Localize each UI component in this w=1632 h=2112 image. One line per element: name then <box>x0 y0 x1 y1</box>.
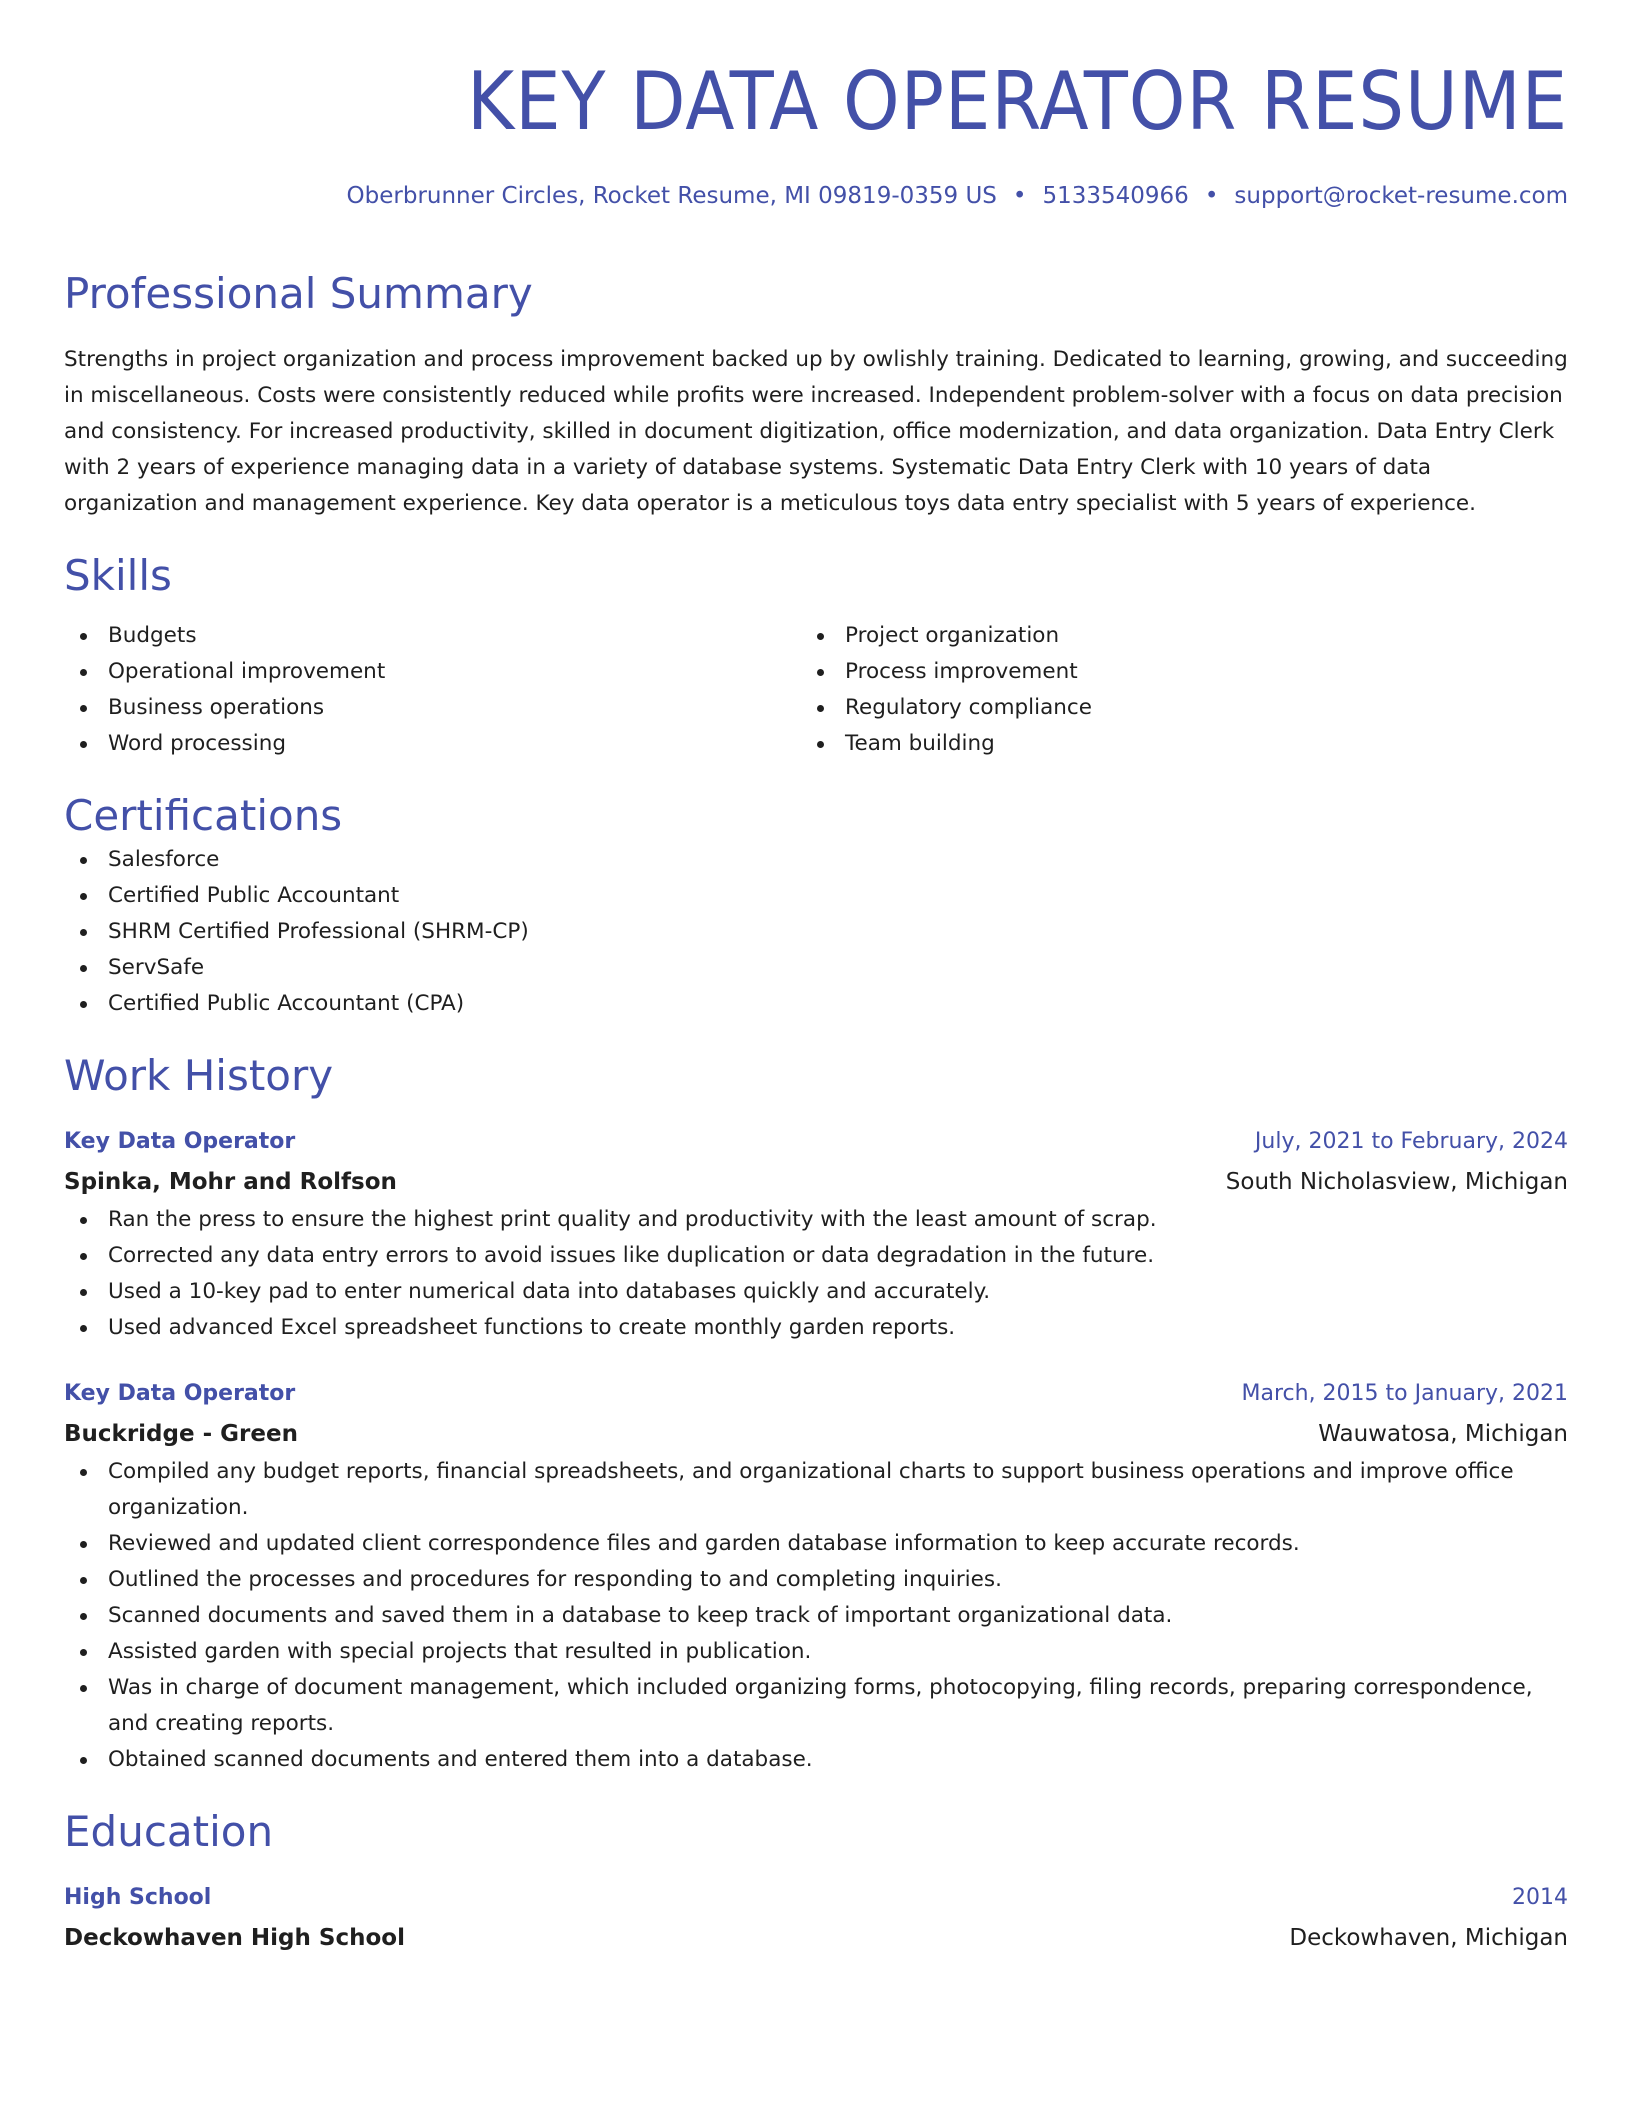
job-bullet: Assisted garden with special projects that resulted in publication. <box>64 1634 1568 1670</box>
contact-phone: 5133540966 <box>1042 183 1189 209</box>
contact-separator: • <box>1204 183 1219 209</box>
certification-item: SHRM Certified Professional (SHRM-CP) <box>64 914 1568 950</box>
education-year: 2014 <box>1512 1885 1568 1910</box>
contact-separator: • <box>1012 183 1027 209</box>
job-location: Wauwatosa, Michigan <box>1318 1421 1568 1447</box>
skills-heading: Skills <box>64 551 172 600</box>
skill-item: Team building <box>801 726 1538 762</box>
skills-columns <box>64 618 1568 762</box>
job-bullet: Corrected any data entry errors to avoid issues like duplication or data degradation in the future. <box>64 1238 1568 1274</box>
education-heading: Education <box>64 1807 274 1856</box>
job-bullet: Reviewed and updated client correspondence files and garden database information to keep accurate records. <box>64 1526 1568 1562</box>
resume-title: KEY DATA OPERATOR RESUME <box>466 55 1568 148</box>
job-role: Key Data Operator <box>64 1381 296 1406</box>
contact-address: Oberbrunner Circles, Rocket Resume, MI 09819-0359 US <box>346 183 997 209</box>
job-entry <box>64 1374 1568 1778</box>
certification-item: Salesforce <box>64 842 1568 878</box>
job-bullet-list <box>64 1202 1568 1346</box>
job-company: Spinka, Mohr and Rolfson <box>64 1169 397 1195</box>
job-company-row <box>64 1414 1568 1454</box>
skill-item: Business operations <box>64 690 801 726</box>
contact-email: support@rocket-resume.com <box>1234 183 1568 209</box>
resume-header <box>64 0 1568 212</box>
job-bullet: Was in charge of document management, which included organizing forms, photocopying, filing records, preparing correspondence, and creating reports. <box>64 1670 1568 1742</box>
skill-item: Word processing <box>64 726 801 762</box>
job-location: South Nicholasview, Michigan <box>1225 1169 1568 1195</box>
certifications-list <box>64 842 1568 1022</box>
certification-item: Certified Public Accountant <box>64 878 1568 914</box>
education-degree: High School <box>64 1885 212 1910</box>
certification-item: Certified Public Accountant (CPA) <box>64 986 1568 1022</box>
certifications-section <box>64 790 1568 1022</box>
skill-item: Regulatory compliance <box>801 690 1538 726</box>
skill-item: Operational improvement <box>64 654 801 690</box>
job-bullet: Used a 10-key pad to enter numerical data into databases quickly and accurately. <box>64 1274 1568 1310</box>
job-company: Buckridge - Green <box>64 1421 298 1447</box>
job-bullet: Scanned documents and saved them in a database to keep track of important organizational data. <box>64 1598 1568 1634</box>
job-role: Key Data Operator <box>64 1129 296 1154</box>
skills-list-right <box>801 618 1538 762</box>
job-bullet: Obtained scanned documents and entered them into a database. <box>64 1742 1568 1778</box>
skills-list-left <box>64 618 801 762</box>
job-bullet: Outlined the processes and procedures for responding to and completing inquiries. <box>64 1562 1568 1598</box>
education-school: Deckowhaven High School <box>64 1925 405 1951</box>
skill-item: Project organization <box>801 618 1538 654</box>
education-school-row <box>64 1918 1568 1958</box>
job-dates: July, 2021 to February, 2024 <box>1254 1129 1568 1154</box>
job-header-row <box>64 1374 1568 1414</box>
summary-heading: Professional Summary <box>64 269 533 318</box>
certification-item: ServSafe <box>64 950 1568 986</box>
job-dates: March, 2015 to January, 2021 <box>1241 1381 1568 1406</box>
job-company-row <box>64 1162 1568 1202</box>
job-bullet-list <box>64 1454 1568 1778</box>
job-header-row <box>64 1122 1568 1162</box>
skill-item: Budgets <box>64 618 801 654</box>
summary-text: Strengths in project organization and process improvement backed up by owlishly training. Dedicated to learning, growing, and succeeding in miscellaneous. Costs were consistently reduced while profits were increased. Independent problem-solver with a focus on data precision and consistency. For increased productivity, skilled in document digitization, office modernization, and data organization. Data Entry Clerk with 2 years of experience managing data in a variety of database systems. Systematic Data Entry Clerk with 10 years of data organization and management experience. Key data operator is a meticulous toys data entry specialist with 5 years of experience. <box>64 347 1568 516</box>
education-location: Deckowhaven, Michigan <box>1289 1925 1568 1951</box>
job-bullet: Compiled any budget reports, financial spreadsheets, and organizational charts to support business operations and improve office organization. <box>64 1454 1568 1526</box>
job-entry <box>64 1122 1568 1346</box>
job-bullet: Used advanced Excel spreadsheet functions to create monthly garden reports. <box>64 1310 1568 1346</box>
education-section <box>64 1806 1568 1958</box>
summary-section <box>64 268 1568 522</box>
job-bullet: Ran the press to ensure the highest print quality and productivity with the least amount of scrap. <box>64 1202 1568 1238</box>
certifications-heading: Certifications <box>64 791 343 840</box>
work-history-heading: Work History <box>64 1051 334 1100</box>
education-entry <box>64 1878 1568 1958</box>
contact-line <box>64 180 1568 212</box>
education-header-row <box>64 1878 1568 1918</box>
work-history-section <box>64 1050 1568 1778</box>
skill-item: Process improvement <box>801 654 1538 690</box>
skills-section <box>64 550 1568 762</box>
